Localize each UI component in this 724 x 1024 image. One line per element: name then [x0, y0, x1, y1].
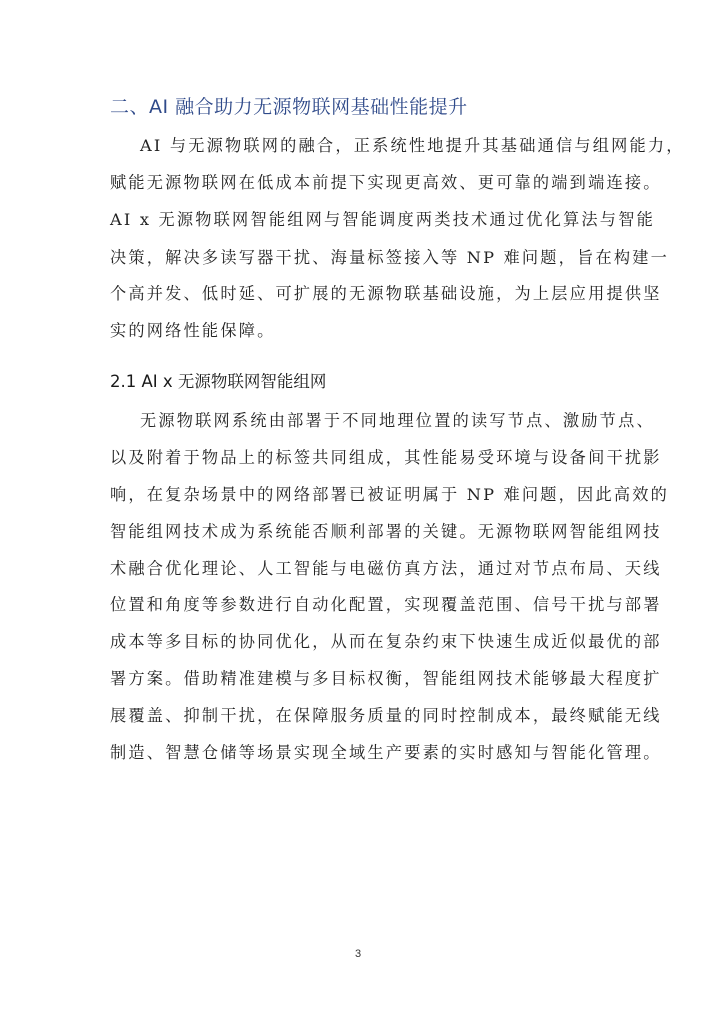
section-heading: 二、AI 融合助力无源物联网基础性能提升	[110, 96, 468, 118]
paragraph-line: 制造、智慧仓储等场景实现全域生产要素的实时感知与智能化管理。	[110, 743, 662, 762]
paragraph-line: 术融合优化理论、人工智能与电磁仿真方法，通过对节点布局、天线	[110, 559, 662, 578]
page-number: 3	[355, 948, 362, 960]
paragraph-line: AI 与无源物联网的融合，正系统性地提升其基础通信与组网能力，	[140, 136, 685, 155]
paragraph-line: 智能组网技术成为系统能否顺利部署的关键。无源物联网智能组网技	[110, 522, 662, 541]
paragraph-line: AI x 无源物联网智能组网与智能调度两类技术通过优化算法与智能	[110, 210, 655, 229]
paragraph-line: 署方案。借助精准建模与多目标权衡，智能组网技术能够最大程度扩	[110, 669, 662, 688]
paragraph-line: 位置和角度等参数进行自动化配置，实现覆盖范围、信号干扰与部署	[110, 595, 662, 614]
paragraph-line: 决策，解决多读写器干扰、海量标签接入等 NP 难问题，旨在构建一	[110, 248, 669, 267]
paragraph-line: 赋能无源物联网在低成本前提下实现更高效、更可靠的端到端连接。	[110, 173, 662, 192]
paragraph-line: 成本等多目标的协同优化，从而在复杂约束下快速生成近似最优的部	[110, 632, 662, 651]
paragraph-line: 实的网络性能保障。	[110, 321, 276, 340]
paragraph-line: 无源物联网系统由部署于不同地理位置的读写节点、激励节点、	[140, 411, 655, 430]
paragraph-line: 个高并发、低时延、可扩展的无源物联基础设施，为上层应用提供坚	[110, 284, 662, 303]
paragraph-line: 以及附着于物品上的标签共同组成，其性能易受环境与设备间干扰影	[110, 448, 662, 467]
subsection-heading: 2.1 AI x 无源物联网智能组网	[110, 372, 327, 391]
paragraph-line: 展覆盖、抑制干扰，在保障服务质量的同时控制成本，最终赋能无线	[110, 706, 662, 725]
paragraph-line: 响，在复杂场景中的网络部署已被证明属于 NP 难问题，因此高效的	[110, 485, 669, 504]
